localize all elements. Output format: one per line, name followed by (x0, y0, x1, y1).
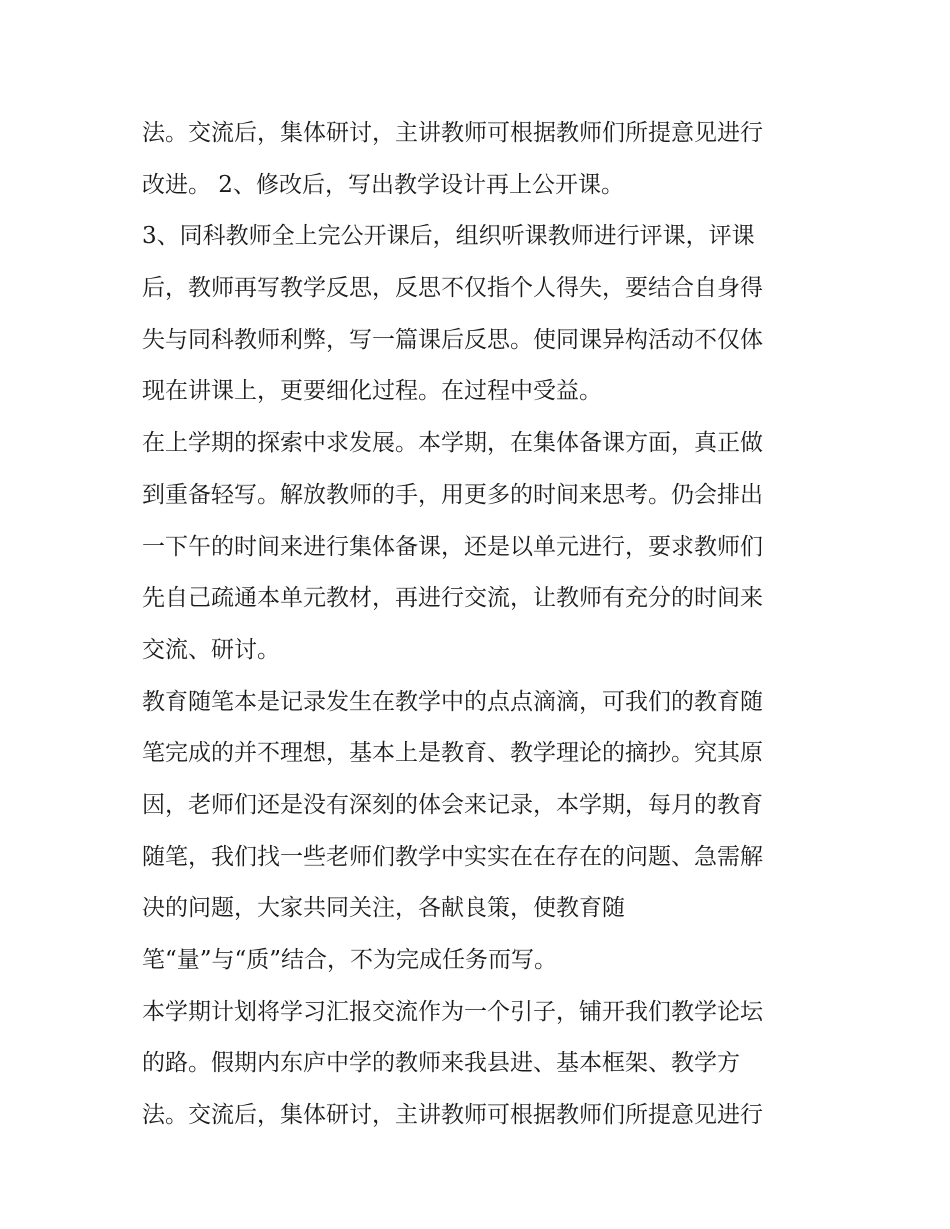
text-line: 法。交流后，集体研讨，主讲教师可根据教师们所提意见进行 (142, 120, 763, 146)
text-line: 随笔，我们找一些老师们教学中实实在在存在的问题、急需解 (142, 843, 763, 870)
text-line: 因，老师们还是没有深刻的体会来记录，本学期，每月的教育 (142, 791, 763, 818)
text-line: 到重备轻写。解放教师的手，用更多的时间来思考。仍会排出 (142, 481, 763, 508)
text-line: 3、同科教师全上完公开课后，组织听课教师进行评课，评课 (142, 223, 755, 250)
document-body (142, 108, 822, 1142)
text-line: 本学期计划将学习汇报交流作为一个引子，铺开我们教学论坛 (142, 998, 763, 1025)
text-line: 改进。 2、修改后，写出教学设计再上公开课。 (142, 171, 624, 198)
text-line: 决的问题，大家共同关注，各献良策，使教育随 (142, 895, 625, 922)
text-line: 法。交流后，集体研讨，主讲教师可根据教师们所提意见进行 (142, 1102, 763, 1129)
text-line: 交流、研讨。 (142, 636, 280, 663)
text-line: 失与同科教师利弊，写一篇课后反思。使同课异构活动不仅体 (142, 326, 763, 353)
text-line: 一下午的时间来进行集体备课，还是以单元进行，要求教师们 (142, 533, 763, 560)
text-line: 在上学期的探索中求发展。本学期，在集体备课方面，真正做 (142, 430, 763, 457)
text-line: 教育随笔本是记录发生在教学中的点点滴滴，可我们的教育随 (142, 688, 763, 715)
text-line: 笔完成的并不理想，基本上是教育、教学理论的摘抄。究其原 (142, 740, 763, 767)
text-line: 现在讲课上，更要细化过程。在过程中受益。 (142, 378, 602, 405)
text-line: 的路。假期内东庐中学的教师来我县进、基本框架、教学方 (142, 1050, 740, 1077)
text-line: 笔“量”与“质”结合，不为完成任务而写。 (142, 947, 558, 973)
text-line: 先自己疏通本单元教材，再进行交流，让教师有充分的时间来 (142, 585, 763, 612)
text-line: 后，教师再写教学反思，反思不仅指个人得失，要结合自身得 (142, 275, 763, 302)
